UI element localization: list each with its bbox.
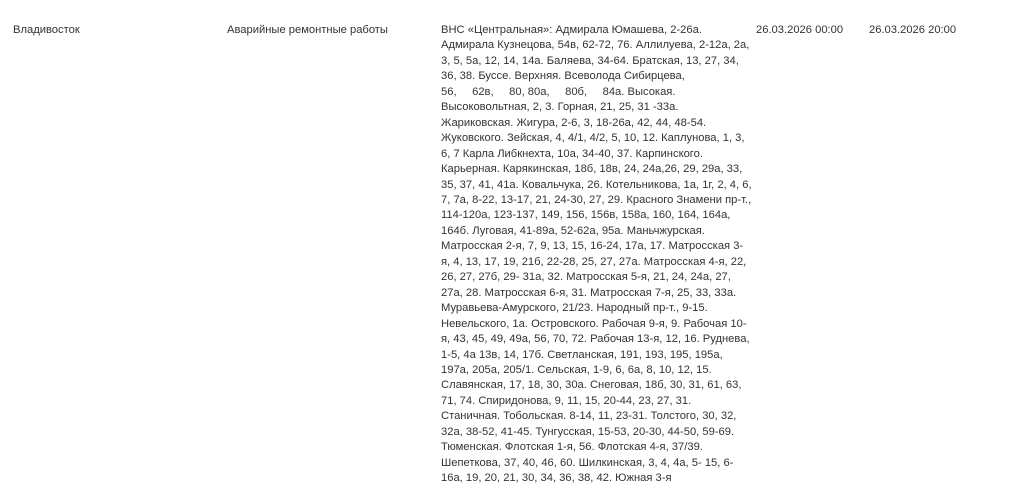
address-line: Адмирала Кузнецова, 54в, 62-72, 76. Аллилуева, 2-12а, 2а, [441,39,750,52]
address-line: 114-120а, 123-137, 149, 156, 156в, 158а, 160, 164, 164а, [441,209,731,222]
work-type-cell: Аварийные ремонтные работы [227,24,388,36]
address-line: Высоковольтная, 2, 3. Горная, 21, 25, 31 -33а. [441,101,679,114]
address-line: 1-5, 4а 13в, 14, 17б. Светланская, 191, 193, 195, 195а, [441,348,723,361]
address-line: 56, 62в, 80, 80а, 80б, 84а. Высокая. [441,85,676,98]
address-line: Славянская, 17, 18, 30, 30а. Снеговая, 18б, 30, 31, 61, 63, [441,379,742,392]
address-line: 35, 37, 41, 41а. Ковальчука, 26. Котельникова, 1а, 1г, 2, 4, 6, [441,178,752,191]
address-line: Шепеткова, 37, 40, 46, 60. Шилкинская, 3, 4, 4а, 5- 15, 6- [441,456,734,469]
address-line: 3, 5, 5а, 12, 14, 14а. Баляева, 34-64. Братская, 13, 27, 34, [441,54,739,67]
address-line: 164б. Луговая, 41-89а, 52-62а, 95а. Маньчжурская. [441,224,705,237]
address-line: Матросская 2-я, 7, 9, 13, 15, 16-24, 17а, 17. Матросская 3- [441,240,744,253]
end-time-cell: 26.03.2026 20:00 [869,24,957,36]
address-line: 16а, 19, 20, 21, 30, 34, 36, 38, 42. Южная 3-я [441,472,672,485]
address-line: Невельского, 1а. Островского. Рабочая 9-я, 9. Рабочая 10- [441,317,747,330]
address-line: 32а, 38-52, 41-45. Тунгусская, 15-53, 20-30, 44-50, 59-69. [441,425,735,438]
address-line: 7, 7а, 8-22, 13-17, 21, 24-30, 27, 29. Красного Знамени пр-т., [441,193,752,206]
address-line: 71, 74. Спиридонова, 9, 11, 15, 20-44, 23, 27, 31. [441,394,692,407]
city-cell: Владивосток [13,24,80,36]
address-line: Станичная. Тобольская. 8-14, 11, 23-31. Толстого, 30, 32, [441,410,737,423]
address-line: я, 4, 13, 17, 19, 21б, 22-28, 25, 27, 27а. Матросская 4-я, 22, [441,255,747,268]
address-line: я, 43, 45, 49, 49а, 56, 70, 72. Рабочая 13-я, 12, 16. Руднева, [441,333,750,346]
address-line: 197а, 205а, 205/1. Сельская, 1-9, 6, 6а, 8, 10, 12, 15. [441,363,712,376]
address-line: ВНС «Центральная»: Адмирала Юмашева, 2-26а. [441,24,702,36]
address-line: Жариковская. Жигура, 2-6, 3, 18-26а, 42, 44, 48-54. [441,116,707,129]
start-time-cell: 26.03.2026 00:00 [756,24,844,36]
address-line: Тюменская. Флотская 1-я, 56. Флотская 4-я, 37/39. [441,441,703,454]
address-line: 6, 7 Карла Либкнехта, 10а, 34-40, 37. Карпинского. [441,147,703,160]
address-line: Жуковского. Зейская, 4, 4/1, 4/2, 5, 10, 12. Каплунова, 1, 3, [441,132,745,145]
address-line: 36, 38. Буссе. Верхняя. Всеволода Сибирцева, [441,70,685,83]
address-line: Муравьева-Амурского, 21/23. Народный пр-т., 9-15. [441,302,708,315]
addresses-cell [441,23,752,487]
address-line: Карьерная. Карякинская, 18б, 18в, 24, 24а,26, 29, 29а, 33, [441,163,743,176]
address-line: 26, 27, 27б, 29- 31а, 32. Матросская 5-я, 21, 24, 24а, 27, [441,271,731,284]
address-line: 27а, 28. Матросская 6-я, 31. Матросская 7-я, 25, 33, 33а. [441,286,737,299]
